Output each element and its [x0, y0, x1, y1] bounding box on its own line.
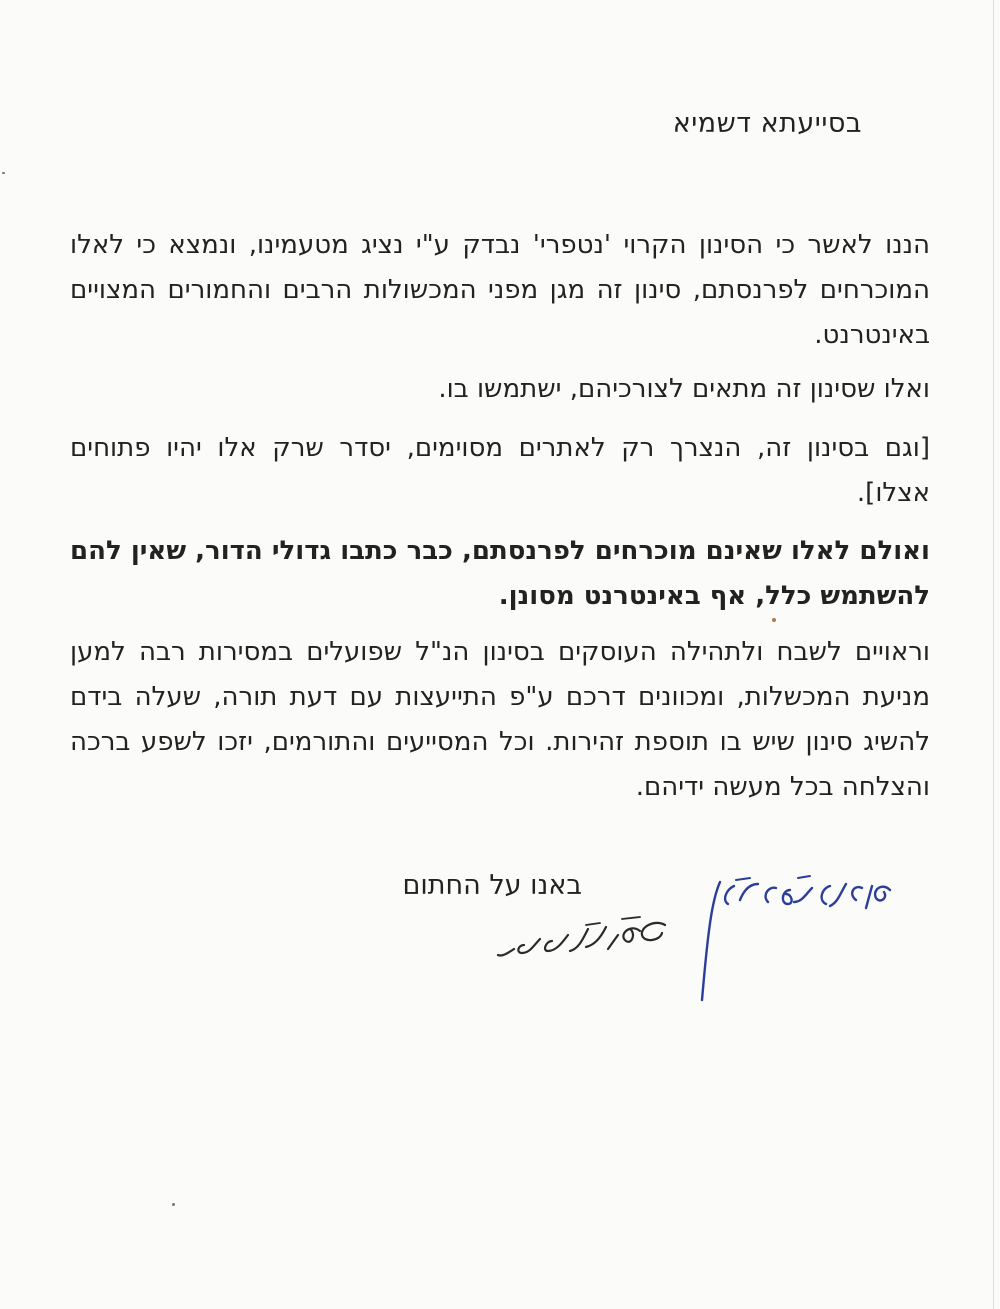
paragraph-approval: הננו לאשר כי הסינון הקרוי 'נטפרי' נבדק ע"י נציג מטעמינו, ונמצא כי לאלו המוכרחים לפרנסתם, סינון זה מגן מפני המכשולות הרבים והחמורים המצויים באינטרנט.: [70, 230, 930, 350]
paragraph-praise: וראויים לשבח ולתהילה העוסקים בסינון הנ"ל שפועלים במסירות רבה למען מניעת המכשלות, ומכוונים דרכם ע"פ התייעצות עם דעת תורה, שעלה בידם להשיג סינון שיש בו תוספת זהירות. וכל המסייעים והתורמים, יזכו לשפע ברכה והצלחה בכל מעשה ידיהם.: [70, 637, 930, 802]
document-heading: בסייעתא דשמיא: [672, 108, 862, 139]
paragraph-warning: ואולם לאלו שאינם מוכרחים לפרנסתם, כבר כתבו גדולי הדור, שאין להם להשתמש כלל, אף באינטרנט מסונן.: [70, 536, 930, 611]
page-edge: [993, 0, 994, 1309]
scan-speck: [172, 1203, 175, 1206]
scan-speck: [2, 172, 5, 174]
handwritten-signature-left: [490, 905, 690, 975]
paragraph-restricted-sites: [וגם בסינון זה, הנצרך רק לאתרים מסוימים, יסדר שרק אלו יהיו פתוחים אצלו].: [70, 433, 930, 508]
handwritten-signature-right: [690, 860, 900, 1010]
paragraph-usage: ואלו שסינון זה מתאים לצורכיהם, ישתמשו בו.: [438, 374, 930, 404]
closing-line: באנו על החתום: [402, 870, 582, 901]
scan-speck: [772, 618, 776, 622]
